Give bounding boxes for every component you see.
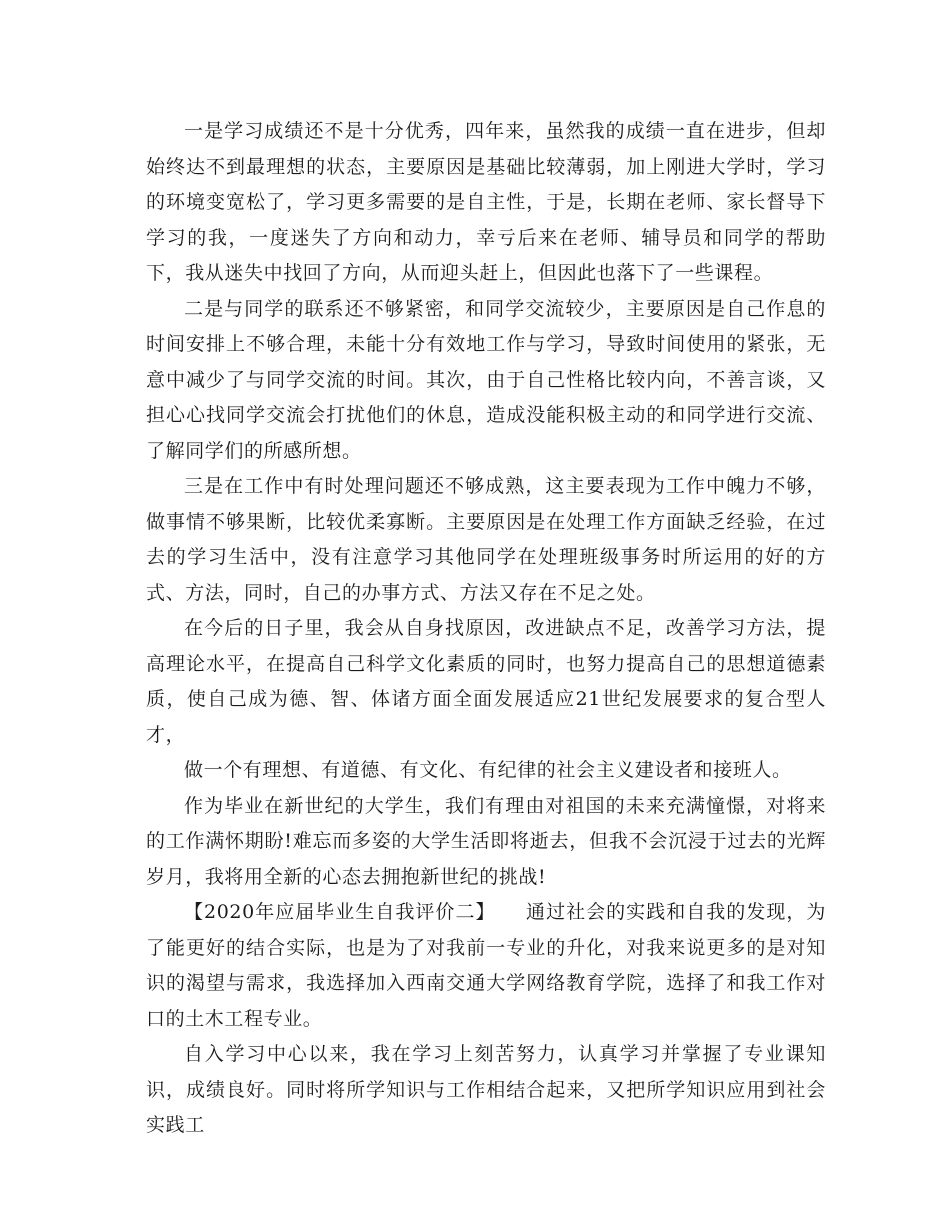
paragraph-2: 二是与同学的联系还不够紧密，和同学交流较少，主要原因是自己作息的时间安排上不够合理，未能十分有效地工作与学习，导致时间使用的紧张，无意中减少了与同学交流的时间。其次，由于自己性格比较内向，不善言谈，又担心心找同学交流会打扰他们的休息，造成没能积极主动的和同学进行交流、了解同学们的所感所想。 bbox=[146, 297, 826, 462]
paragraph-5: 做一个有理想、有道德、有文化、有纪律的社会主义建设者和接班人。 bbox=[184, 759, 792, 781]
paragraph-7: 【2020年应届毕业生自我评价二】 通过社会的实践和自我的发现，为了能更好的结合实际，也是为了对我前一专业的升化，对我来说更多的是对知识的渴望与需求，我选择加入西南交通大学网络教育学院，选择了和我工作对口的土木工程专业。 bbox=[146, 901, 826, 1030]
paragraph-6: 作为毕业在新世纪的大学生，我们有理由对祖国的未来充满憧憬，对将来的工作满怀期盼!难忘而多姿的大学生活即将逝去，但我不会沉浸于过去的光辉岁月，我将用全新的心态去拥抱新世纪的挑战! bbox=[146, 794, 826, 888]
document-body bbox=[146, 114, 826, 1144]
paragraph-3: 三是在工作中有时处理问题还不够成熟，这主要表现为工作中魄力不够，做事情不够果断，比较优柔寡断。主要原因是在处理工作方面缺乏经验，在过去的学习生活中，没有注意学习其他同学在处理班级事务时所运用的好的方式、方法，同时，自己的办事方式、方法又存在不足之处。 bbox=[146, 475, 826, 604]
paragraph-8: 自入学习中心以来，我在学习上刻苦努力，认真学习并掌握了专业课知识，成绩良好。同时将所学知识与工作相结合起来，又把所学知识应用到社会实践工 bbox=[146, 1043, 826, 1136]
paragraph-4: 在今后的日子里，我会从自身找原因，改进缺点不足，改善学习方法，提高理论水平，在提高自己科学文化素质的同时，也努力提高自己的思想道德素质，使自己成为德、智、体诸方面全面发展适应21世纪发展要求的复合型人才， bbox=[146, 617, 826, 746]
paragraph-1: 一是学习成绩还不是十分优秀，四年来，虽然我的成绩一直在进步，但却始终达不到最理想的状态，主要原因是基础比较薄弱，加上刚进大学时，学习的环境变宽松了，学习更多需要的是自主性，于是，长期在老师、家长督导下学习的我，一度迷失了方向和动力，幸亏后来在老师、辅导员和同学的帮助下，我从迷失中找回了方向，从而迎头赶上，但因此也落下了一些课程。 bbox=[146, 120, 826, 284]
